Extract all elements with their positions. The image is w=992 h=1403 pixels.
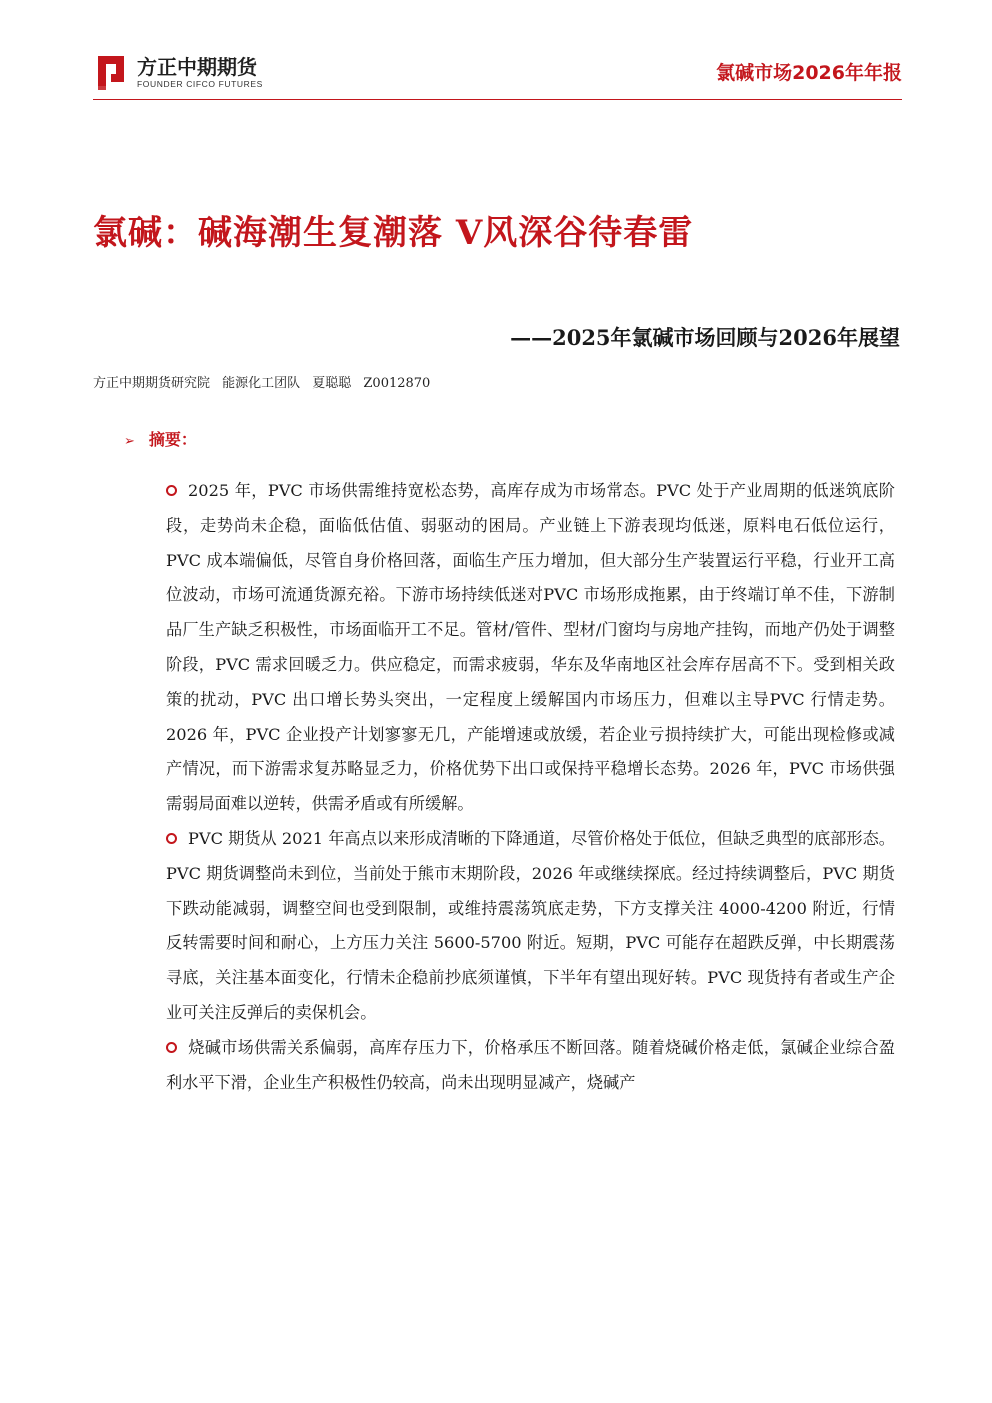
company-logo	[93, 50, 293, 94]
report-subtitle: ——2025年氯碱市场回顾与2026年展望	[510, 325, 900, 350]
logo-chinese-name: 方正中期期货	[137, 55, 257, 79]
circle-bullet-icon	[166, 485, 177, 496]
abstract-paragraph-text: 烧碱市场供需关系偏弱，高库存压力下，价格承压不断回落。随着烧碱价格走低，氯碱企业综合盈利水平下滑，企业生产积极性仍较高，尚未出现明显减产，烧碱产	[166, 1037, 895, 1092]
abstract-body	[166, 474, 895, 1100]
report-type-label: 氯碱市场2026年年报	[716, 62, 902, 84]
circle-bullet-icon	[166, 1042, 177, 1053]
logo-english-name: FOUNDER CIFCO FUTURES	[137, 79, 263, 89]
arrow-right-icon: ➢	[124, 434, 135, 449]
header-divider	[93, 99, 902, 100]
abstract-heading-text: 摘要：	[148, 430, 197, 449]
abstract-paragraph	[166, 822, 895, 1031]
author-byline: 方正中期期货研究院 能源化工团队 夏聪聪 Z0012870	[93, 376, 431, 391]
logo-mark-icon	[93, 52, 129, 90]
circle-bullet-icon	[166, 833, 177, 844]
report-title: 氯碱：碱海潮生复潮落 V风深谷待春雷	[93, 213, 694, 253]
abstract-paragraph	[166, 474, 895, 822]
abstract-paragraph-text: 2025 年，PVC 市场供需维持宽松态势，高库存成为市场常态。PVC 处于产业周期的低迷筑底阶段，走势尚未企稳，面临低估值、弱驱动的困局。产业链上下游表现均低迷，原料电石低位运行，PVC 成本端偏低，尽管自身价格回落，面临生产压力增加，但大部分生产装置运行平稳，行业开工高位波动，市场可流通货源充裕。下游市场持续低迷对PVC 市场形成拖累，由于终端订单不佳，下游制品厂生产缺乏积极性，市场面临开工不足。管材/管件、型材/门窗均与房地产挂钩，而地产仍处于调整阶段，PVC 需求回暖乏力。供应稳定，而需求疲弱，华东及华南地区社会库存居高不下。受到相关政策的扰动，PVC 出口增长势头突出，一定程度上缓解国内市场压力，但难以主导PVC 行情走势。2026 年，PVC 企业投产计划寥寥无几，产能增速或放缓，若企业亏损持续扩大，可能出现检修或减产情况，而下游需求复苏略显乏力，价格优势下出口或保持平稳增长态势。2026 年，PVC 市场供强需弱局面难以逆转，供需矛盾或有所缓解。	[166, 481, 895, 814]
abstract-heading	[124, 427, 197, 450]
abstract-paragraph-text: PVC 期货从 2021 年高点以来形成清晰的下降通道，尽管价格处于低位，但缺乏典型的底部形态。PVC 期货调整尚未到位，当前处于熊市末期阶段，2026 年或继续探底。经过持续调整后，PVC 期货下跌动能减弱，调整空间也受到限制，或维持震荡筑底走势，下方支撑关注 4000-4200 附近，行情反转需要时间和耐心，上方压力关注 5600-5700 附近。短期，PVC 可能存在超跌反弹，中长期震荡寻底，关注基本面变化，行情未企稳前抄底须谨慎，下半年有望出现好转。PVC 现货持有者或生产企业可关注反弹后的卖保机会。	[166, 828, 895, 1022]
abstract-paragraph	[166, 1031, 895, 1101]
